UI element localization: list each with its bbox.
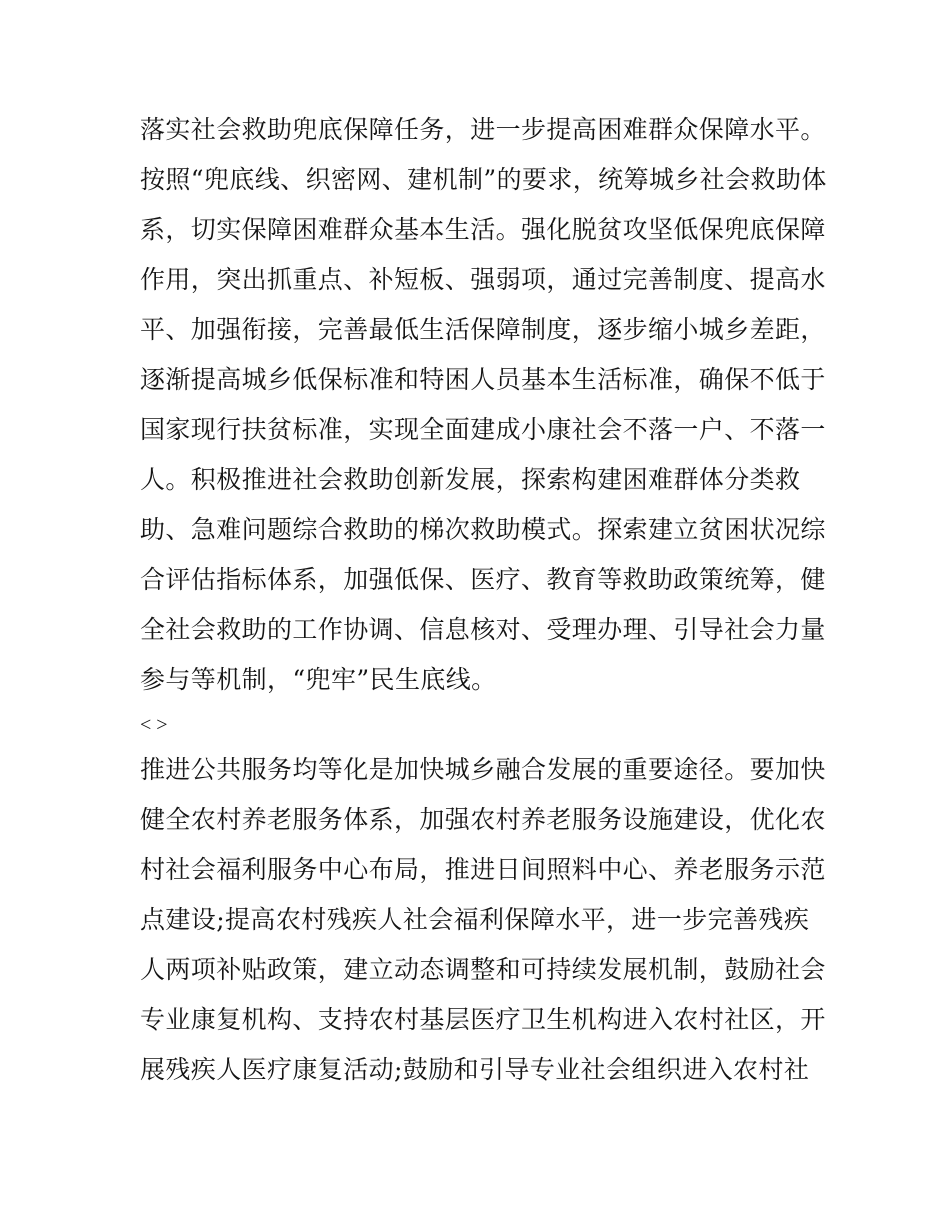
text-line: 全社会救助的工作协调、信息核对、受理办理、引导社会力量: [140, 615, 826, 644]
text-line: 合评估指标体系，加强低保、医疗、教育等救助政策统筹，健: [140, 565, 826, 594]
text-line: 健全农村养老服务体系，加强农村养老服务设施建设，优化农: [140, 805, 826, 834]
text-line: 点建设;提高农村残疾人社会福利保障水平，进一步完善残疾: [140, 905, 810, 934]
text-line: 人。积极推进社会救助创新发展，探索构建困难群体分类救: [140, 465, 801, 494]
text-line: 参与等机制，“兜牢”民生底线。: [140, 665, 497, 694]
text-line: 展残疾人医疗康复活动;鼓励和引导专业社会组织进入农村社: [140, 1055, 810, 1084]
text-line: 国家现行扶贫标准，实现全面建成小康社会不落一户、不落一: [140, 415, 826, 444]
paragraph-public-services: [140, 745, 826, 1095]
text-line: 按照“兜底线、织密网、建机制”的要求，统筹城乡社会救助体: [140, 165, 827, 194]
text-line: 平、加强衔接，完善最低生活保障制度，逐步缩小城乡差距，: [140, 315, 826, 344]
text-line: 系，切实保障困难群众基本生活。强化脱贫攻坚低保兜底保障: [140, 215, 826, 244]
document-body: [140, 105, 827, 1095]
text-line: 逐渐提高城乡低保标准和特困人员基本生活标准，确保不低于: [140, 365, 826, 394]
text-line: 推进公共服务均等化是加快城乡融合发展的重要途径。要加快: [140, 755, 826, 784]
text-line: 助、急难问题综合救助的梯次救助模式。探索建立贫困状况综: [140, 515, 826, 544]
text-line: 作用，突出抓重点、补短板、强弱项，通过完善制度、提高水: [140, 265, 826, 294]
text-line: 落实社会救助兜底保障任务，进一步提高困难群众保障水平。: [140, 115, 826, 144]
text-line: 人两项补贴政策，建立动态调整和可持续发展机制，鼓励社会: [140, 955, 826, 984]
text-line: 专业康复机构、支持农村基层医疗卫生机构进入农村社区，开: [140, 1005, 826, 1034]
text-line: 村社会福利服务中心布局，推进日间照料中心、养老服务示范: [140, 855, 826, 884]
section-separator: < >: [140, 714, 168, 736]
paragraph-social-assistance: [140, 105, 827, 705]
